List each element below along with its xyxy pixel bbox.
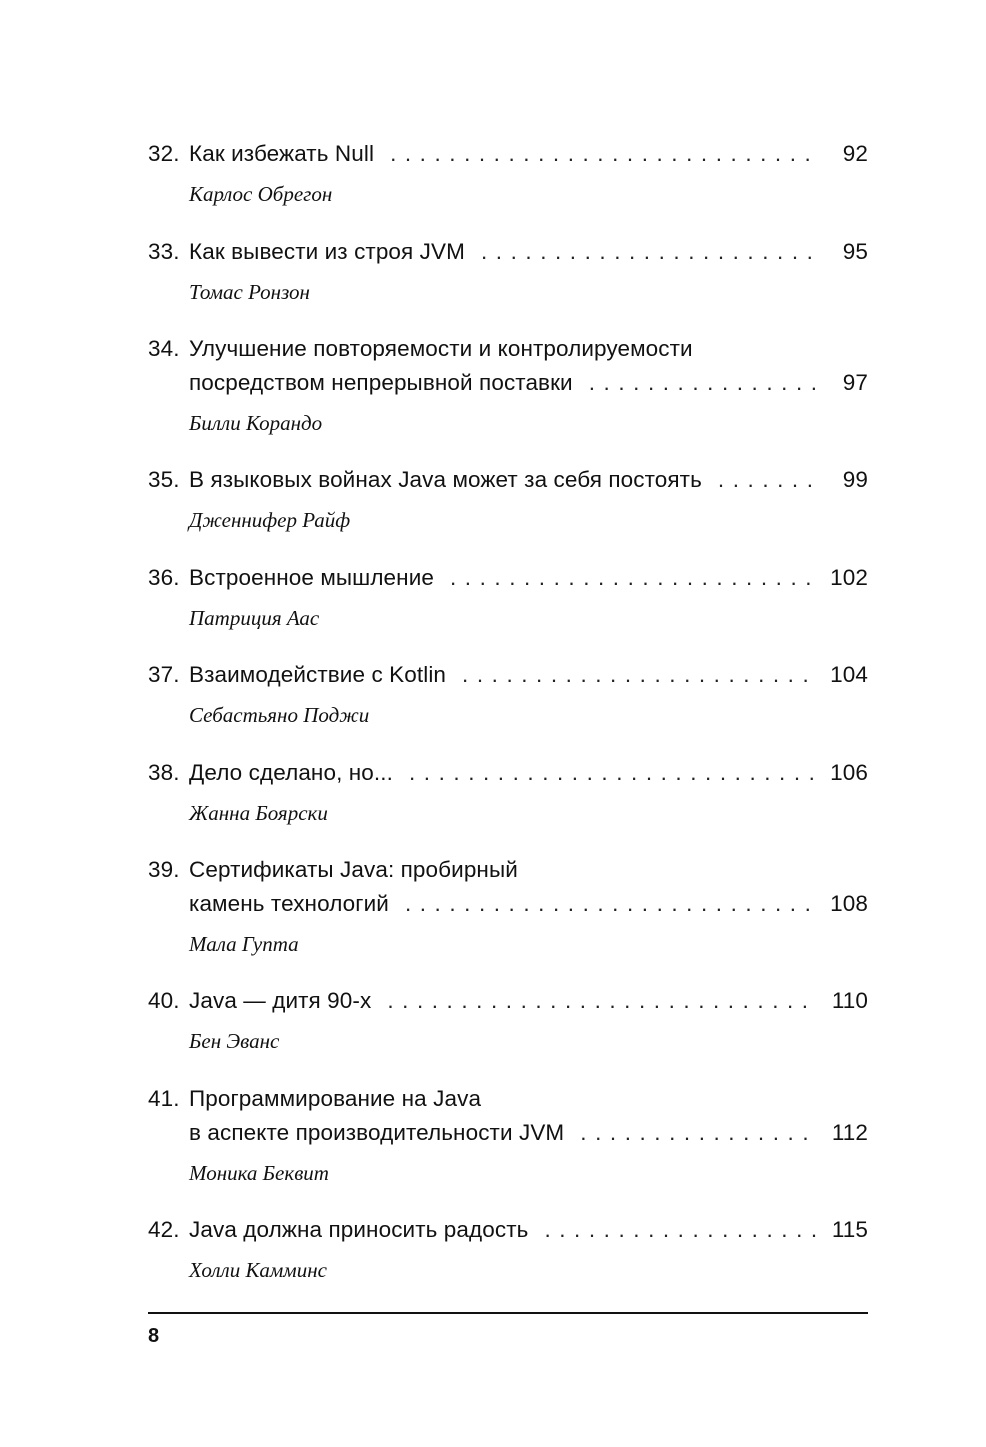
toc-entry-38[interactable] <box>148 756 868 854</box>
page-folio: 8 <box>148 1325 160 1347</box>
page-number: 104 <box>830 662 868 687</box>
chapter-number: 36. <box>148 564 180 590</box>
chapter-title[interactable]: Программирование на Java <box>189 1085 482 1111</box>
dot-leader <box>544 1213 818 1247</box>
toc-line <box>148 1213 868 1247</box>
toc-line-continued <box>148 887 868 921</box>
toc-line <box>148 561 868 595</box>
chapter-title[interactable]: Как вывести из строя JVM <box>189 238 465 264</box>
page-number: 106 <box>830 759 868 785</box>
dot-leader <box>409 756 818 790</box>
toc-line <box>148 756 868 790</box>
chapter-title[interactable]: Взаимодействие с Kotlin <box>189 662 447 687</box>
chapter-title[interactable]: Java должна приносить радость <box>189 1216 529 1242</box>
chapter-title[interactable]: Встроенное мышление <box>189 564 434 590</box>
toc-line <box>148 332 868 366</box>
dot-leader <box>387 984 818 1018</box>
chapter-author: Карлос Обрегон <box>189 182 333 206</box>
table-of-contents <box>148 137 868 1310</box>
page-number: 99 <box>842 467 868 492</box>
toc-line-continued <box>148 1116 868 1150</box>
toc-line <box>148 463 868 497</box>
chapter-number: 34. <box>148 336 180 361</box>
page-number: 108 <box>830 891 868 916</box>
chapter-title[interactable]: Java — дитя 90-х <box>189 988 372 1013</box>
chapter-title[interactable]: Дело сделано, но... <box>189 759 393 785</box>
chapter-author: Жанна Боярски <box>189 800 328 825</box>
chapter-author: Дженнифер Райф <box>189 508 351 532</box>
page-number: 95 <box>842 238 868 264</box>
chapter-author: Мала Гупта <box>189 932 299 956</box>
page-number: 92 <box>842 141 868 166</box>
chapter-author: Себастьяно Поджи <box>189 703 370 727</box>
dot-leader <box>589 366 818 400</box>
page-number: 102 <box>830 564 868 590</box>
chapter-number: 41. <box>148 1085 180 1111</box>
toc-entry-39[interactable] <box>148 853 868 984</box>
toc-line <box>148 658 868 692</box>
toc-entry-32[interactable] <box>148 137 868 235</box>
chapter-title[interactable]: В языковых войнах Java может за себя постоять <box>189 467 702 492</box>
toc-line <box>148 137 868 171</box>
toc-line <box>148 235 868 269</box>
chapter-author: Томас Ронзон <box>189 279 310 304</box>
chapter-number: 39. <box>148 857 180 882</box>
page-number: 110 <box>831 988 868 1013</box>
chapter-number: 40. <box>148 988 180 1013</box>
dot-leader <box>481 235 818 269</box>
chapter-title[interactable]: Сертификаты Java: пробирный <box>189 857 518 882</box>
chapter-author: Бен Эванс <box>189 1029 280 1053</box>
page-number: 115 <box>831 1216 868 1242</box>
chapter-title[interactable]: Как избежать Null <box>189 141 375 166</box>
toc-entry-42[interactable] <box>148 1213 868 1311</box>
toc-line <box>148 853 868 887</box>
dot-leader <box>718 463 818 497</box>
dot-leader <box>580 1116 818 1150</box>
toc-line-continued <box>148 366 868 400</box>
dot-leader <box>405 887 818 921</box>
toc-entry-40[interactable] <box>148 984 868 1082</box>
chapter-number: 38. <box>148 759 180 785</box>
chapter-title-continued[interactable]: посредством непрерывной поставки <box>189 370 573 395</box>
chapter-number: 37. <box>148 662 180 687</box>
chapter-title[interactable]: Улучшение повторяемости и контролируемости <box>189 336 693 361</box>
chapter-author: Холли Камминс <box>189 1257 327 1282</box>
toc-entry-41[interactable] <box>148 1082 868 1213</box>
dot-leader <box>462 658 818 692</box>
chapter-title-continued[interactable]: в аспекте производительности JVM <box>189 1119 565 1145</box>
dot-leader <box>390 137 818 171</box>
toc-entry-33[interactable] <box>148 235 868 333</box>
page-number: 97 <box>842 370 868 395</box>
dot-leader <box>450 561 818 595</box>
chapter-number: 33. <box>148 238 180 264</box>
page-number: 112 <box>831 1119 868 1145</box>
footer-rule <box>148 1312 868 1314</box>
chapter-number: 32. <box>148 141 180 166</box>
chapter-title-continued[interactable]: камень технологий <box>189 891 389 916</box>
toc-entry-34[interactable] <box>148 332 868 463</box>
toc-line <box>148 1082 868 1116</box>
toc-entry-36[interactable] <box>148 561 868 659</box>
chapter-author: Патриция Аас <box>189 605 320 630</box>
chapter-author: Моника Беквит <box>189 1160 329 1185</box>
chapter-number: 35. <box>148 467 180 492</box>
chapter-author: Билли Корандо <box>189 411 323 435</box>
toc-entry-37[interactable] <box>148 658 868 756</box>
chapter-number: 42. <box>148 1216 180 1242</box>
toc-line <box>148 984 868 1018</box>
toc-entry-35[interactable] <box>148 463 868 561</box>
